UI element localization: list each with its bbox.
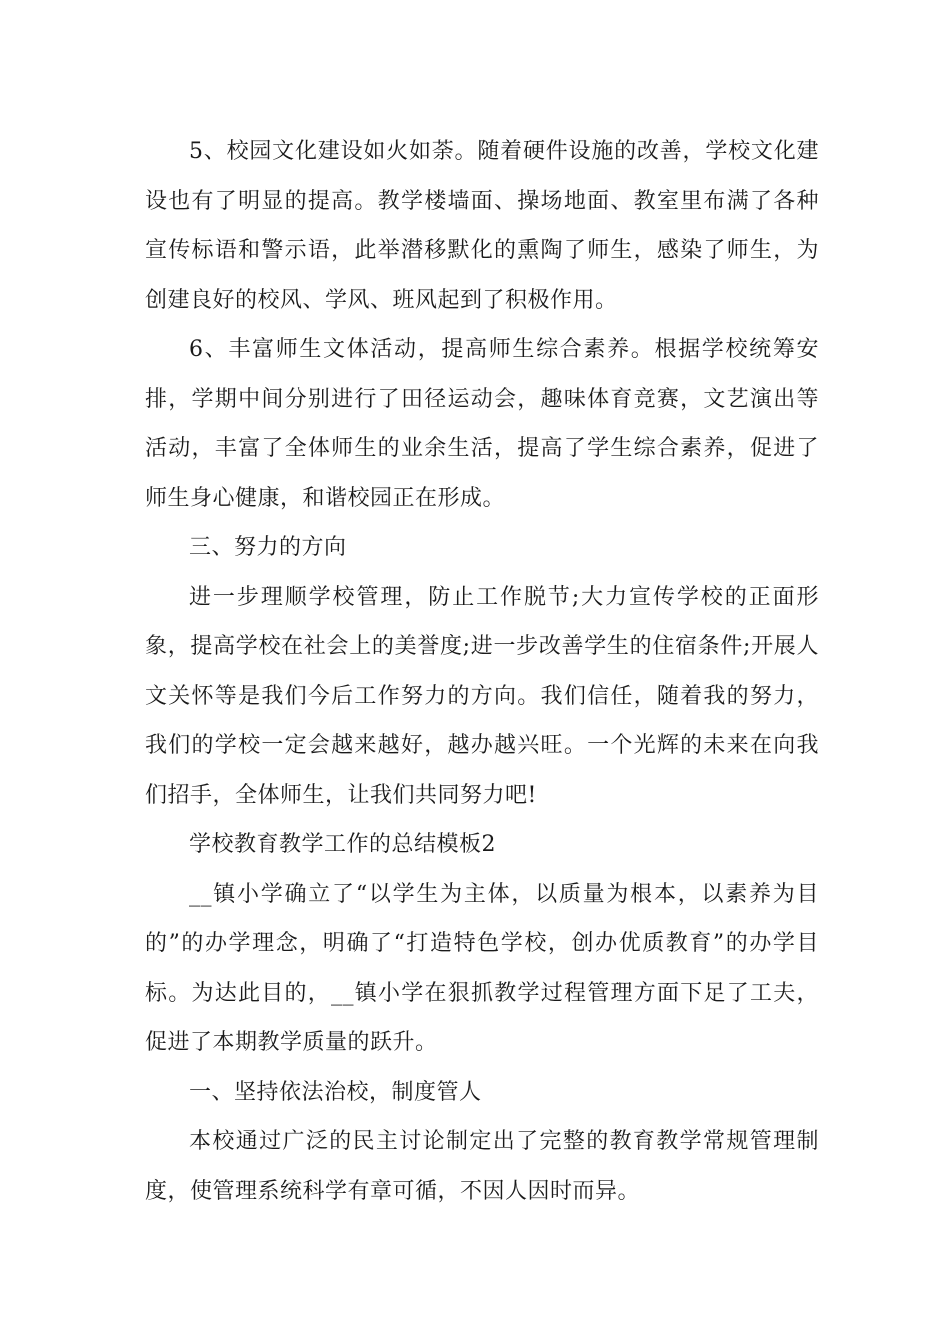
paragraph-school-philosophy: __镇小学确立了“以学生为主体，以质量为根本，以素养为目的”的办学理念，明确了“打造特色学校，创办优质教育”的办学目标。为达此目的，__镇小学在狠抓教学过程管理方面下足了工夫，促进了本期教学质量的跃升。 [145,881,819,1055]
paragraph-future-direction: 进一步理顺学校管理，防止工作脱节;大力宣传学校的正面形象，提高学校在社会上的美誉度;进一步改善学生的住宿条件;开展人文关怀等是我们今后工作努力的方向。我们信任，随着我的努力，我们的学校一定会越来越好，越办越兴旺。一个光辉的未来在向我们招手，全体师生，让我们共同努力吧! [145,584,819,808]
section-heading-direction: 三、努力的方向 [189,535,347,560]
document-subtitle-template-2: 学校教育教学工作的总结模板2 [189,832,496,857]
paragraph-management-system: 本校通过广泛的民主讨论制定出了完整的教育教学常规管理制度，使管理系统科学有章可循，不因人因时而异。 [145,1129,819,1204]
paragraph-sports-activities: 6、丰富师生文体活动，提高师生综合素养。根据学校统筹安排，学期中间分别进行了田径运动会，趣味体育竞赛，文艺演出等活动，丰富了全体师生的业余生活，提高了学生综合素养，促进了师生身心健康，和谐校园正在形成。 [145,337,819,511]
paragraph-campus-culture: 5、校园文化建设如火如荼。随着硬件设施的改善，学校文化建设也有了明显的提高。教学楼墙面、操场地面、教室里布满了各种宣传标语和警示语，此举潜移默化的熏陶了师生，感染了师生，为创建良好的校风、学风、班风起到了积极作用。 [145,139,819,313]
section-heading-rule-of-law: 一、坚持依法治校，制度管人 [189,1079,482,1105]
